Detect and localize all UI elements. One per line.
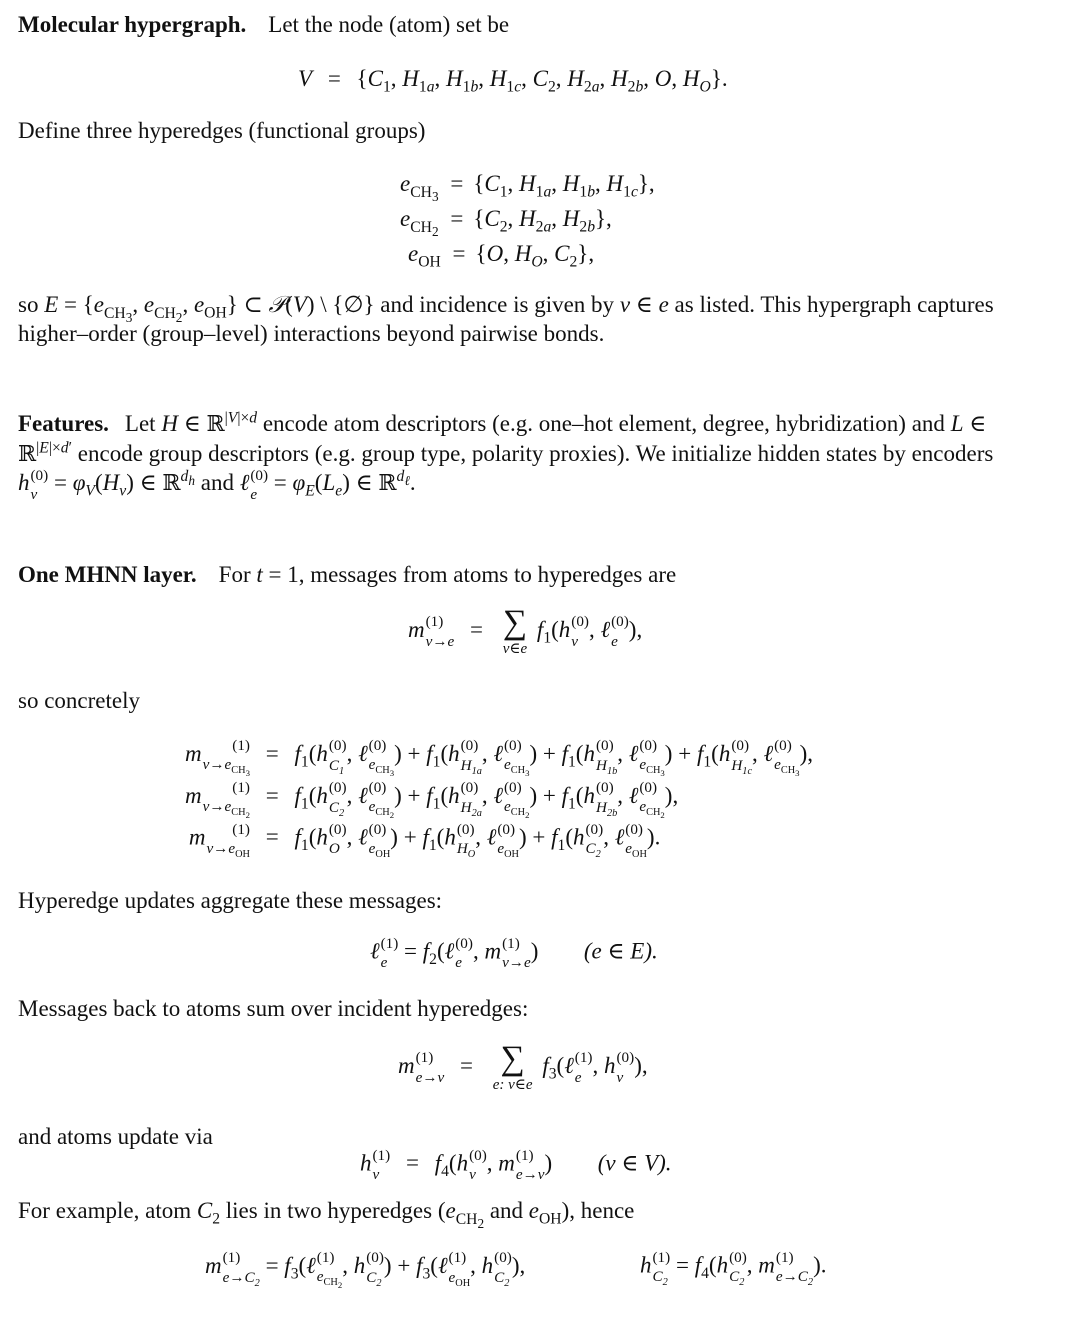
node-set-equation: $V = \{C_1$, $H_{1a}$, $H_{1b}$, $H_{1c}$, $C_2$, $H_{2a}$, $H_{2b}$, O, $H_O$}.: [298, 66, 728, 96]
atom-to-edge-message-equation: m (1) v→e = ∑ v∈e $f_1(h$ (0) v , ℓ (0) e ),: [408, 604, 643, 657]
edge-condition: (e ∈ E).: [583, 938, 658, 964]
section-heading-layer: One MHNN layer.: [18, 562, 197, 587]
features-paragraph: Features. Let H ∈ ℝ$^{|V|\times d}$ encode atom descriptors (e.g. one–hot element, degree, hybridization) and L ∈ ℝ$^{|E|\times d'}$ encode group descriptors (e.g. group type, polarity proxies). We initialize hidden states by encoders h (0) v = $\varphi_V(H_v)$ ∈ ℝ$^{d_h}$ and ℓ (0) e = $\varphi_E(L_e)$ ∈ ℝ$^{d_\ell}$.: [18, 409, 994, 503]
node-set-symbol: V: [298, 66, 313, 91]
message-equation-ch2: m (1) $v\to e_{CH_2}$ = $f_1(h$ (0) $C_2$ , ℓ (0) $e_{CH_2}$ ) + $f_1(h$ (0) $H_{2a}$ , ℓ (0) $e_{CH_2}$ ) + $f_1(h$ (0) $H_{2b}$ , ℓ (0) $e_{CH_2}$ ),: [185, 779, 679, 821]
messages-back-text: Messages back to atoms sum over incident hyperedges:: [18, 996, 529, 1021]
example-text-3: and: [489, 1198, 524, 1223]
node-condition: (v ∈ V).: [597, 1150, 672, 1176]
features-let: Let: [124, 411, 156, 436]
message-equation-oh: m (1) $v\to e_{OH}$ = $f_1(h$ (0) O , ℓ (0) $e_{OH}$ ) + $f_1(h$ (0) $H_O$ , ℓ (0) $e_{OH}$ ) + $f_1(h$ (0) $C_2$ , ℓ (0) $e_{OH}$ ).: [188, 821, 661, 861]
atoms-update-text: and atoms update via: [18, 1124, 213, 1149]
define-hyperedges-text: Define three hyperedges (functional groups): [18, 118, 426, 143]
section-heading-features: Features.: [18, 411, 109, 436]
hyperedge-updates-text: Hyperedge updates aggregate these messages:: [18, 888, 443, 913]
example-text: For example, atom $C_2$ lies in two hyperedges ($e_{CH_2}$ and $e_{OH}$), hence: [18, 1198, 635, 1231]
features-and: and: [200, 470, 234, 495]
atom-update-equation: h (1) v = $f_4(h$ (0) v , m (1) e→v ) (v ∈ V).: [360, 1147, 672, 1184]
intro-text: Let the node (atom) set be: [268, 12, 510, 37]
example-message-equation: m (1) $e\to C_2$ = $f_3(\ell$ (1) $e_{CH_2}$ , h (0) $C_2$ ) + $f_3(\ell$ (1) $e_{OH}$ , h (0) $C_2$ ),: [205, 1249, 526, 1291]
hyperedge-ch3: $e_{CH_3} = \{C_1$, $H_{1a}$, $H_{1b}$, $H_{1c}$},: [400, 171, 655, 204]
hyperedge-oh: $e_{OH} = \{O$, $H_O$, $C_2$},: [408, 241, 595, 271]
features-group-desc: encode group descriptors (e.g. group type, polarity proxies). We initialize hidden states by encoders: [77, 440, 994, 466]
edge-to-atom-message-equation: m (1) e→v = ∑ e: v∈e $f_3(\ell$ (1) e , h (0) v ),: [398, 1040, 648, 1093]
section-heading-molecular: Molecular hypergraph.: [18, 12, 247, 37]
captures-text: as listed. This hypergraph captures: [674, 292, 994, 317]
message-equation-ch3: m (1) $v\to e_{CH_3}$ = $f_1(h$ (0) $C_1$ , ℓ (0) $e_{CH_3}$ ) + $f_1(h$ (0) $H_{1a}$ , ℓ (0) $e_{CH_3}$ ) + $f_1(h$ (0) $H_{1b}$ , ℓ (0) $e_{CH_3}$ ) + $f_1(h$ (0) $H_{1c}$ , ℓ (0) $e_{CH_3}$ ),: [185, 737, 813, 779]
so-concretely-text: so concretely: [18, 688, 140, 713]
features-atom-desc: encode atom descriptors (e.g. one–hot element, degree, hybridization) and: [262, 411, 945, 436]
summation-symbol: ∑ e: v∈e: [492, 1040, 533, 1093]
hyperedge-update-equation: ℓ (1) e = $f_2(\ell$ (0) e , m (1) v→e ) (e ∈ E).: [370, 935, 658, 972]
summation-symbol: ∑ v∈e: [502, 604, 528, 657]
example-text-4: ), hence: [561, 1198, 635, 1223]
edge-set-paragraph: so $E = \{e_{CH_3}$, $e_{CH_2}$, $e_{OH}$} ⊂ 𝒫(V) \ {∅} and incidence is given by v ∈ e as listed. This hypergraph captures higher–order (group–level) interactions beyond pairwise bonds.: [18, 292, 994, 346]
mhnn-layer-intro: One MHNN layer. For t = 1, messages from atoms to hyperedges are: [18, 562, 677, 587]
so-text: so: [18, 292, 39, 317]
example-update-equation: h (1) $C_2$ = $f_4(h$ (0) $C_2$ , m (1) $e\to C_2$ ).: [640, 1249, 827, 1289]
node-set-value: {$C_1$, $H_{1a}$, $H_{1b}$, $H_{1c}$, $C_2$, $H_{2a}$, $H_{2b}$, O, $H_O$}.: [356, 66, 728, 96]
incidence-text: and incidence is given by: [380, 292, 615, 317]
layer-for: For: [218, 562, 251, 587]
layer-messages-text: messages from atoms to hyperedges are: [310, 562, 677, 587]
molecular-hypergraph-intro: [18, 12, 509, 38]
example-text-1: For example, atom: [18, 1198, 192, 1223]
hyperedge-ch2: $e_{CH_2} = \{C_2$, $H_{2a}$, $H_{2b}$},: [400, 206, 612, 239]
higher-order-text: higher–order (group–level) interactions beyond pairwise bonds.: [18, 320, 605, 346]
example-text-2: lies in two hyperedges (: [225, 1198, 446, 1223]
